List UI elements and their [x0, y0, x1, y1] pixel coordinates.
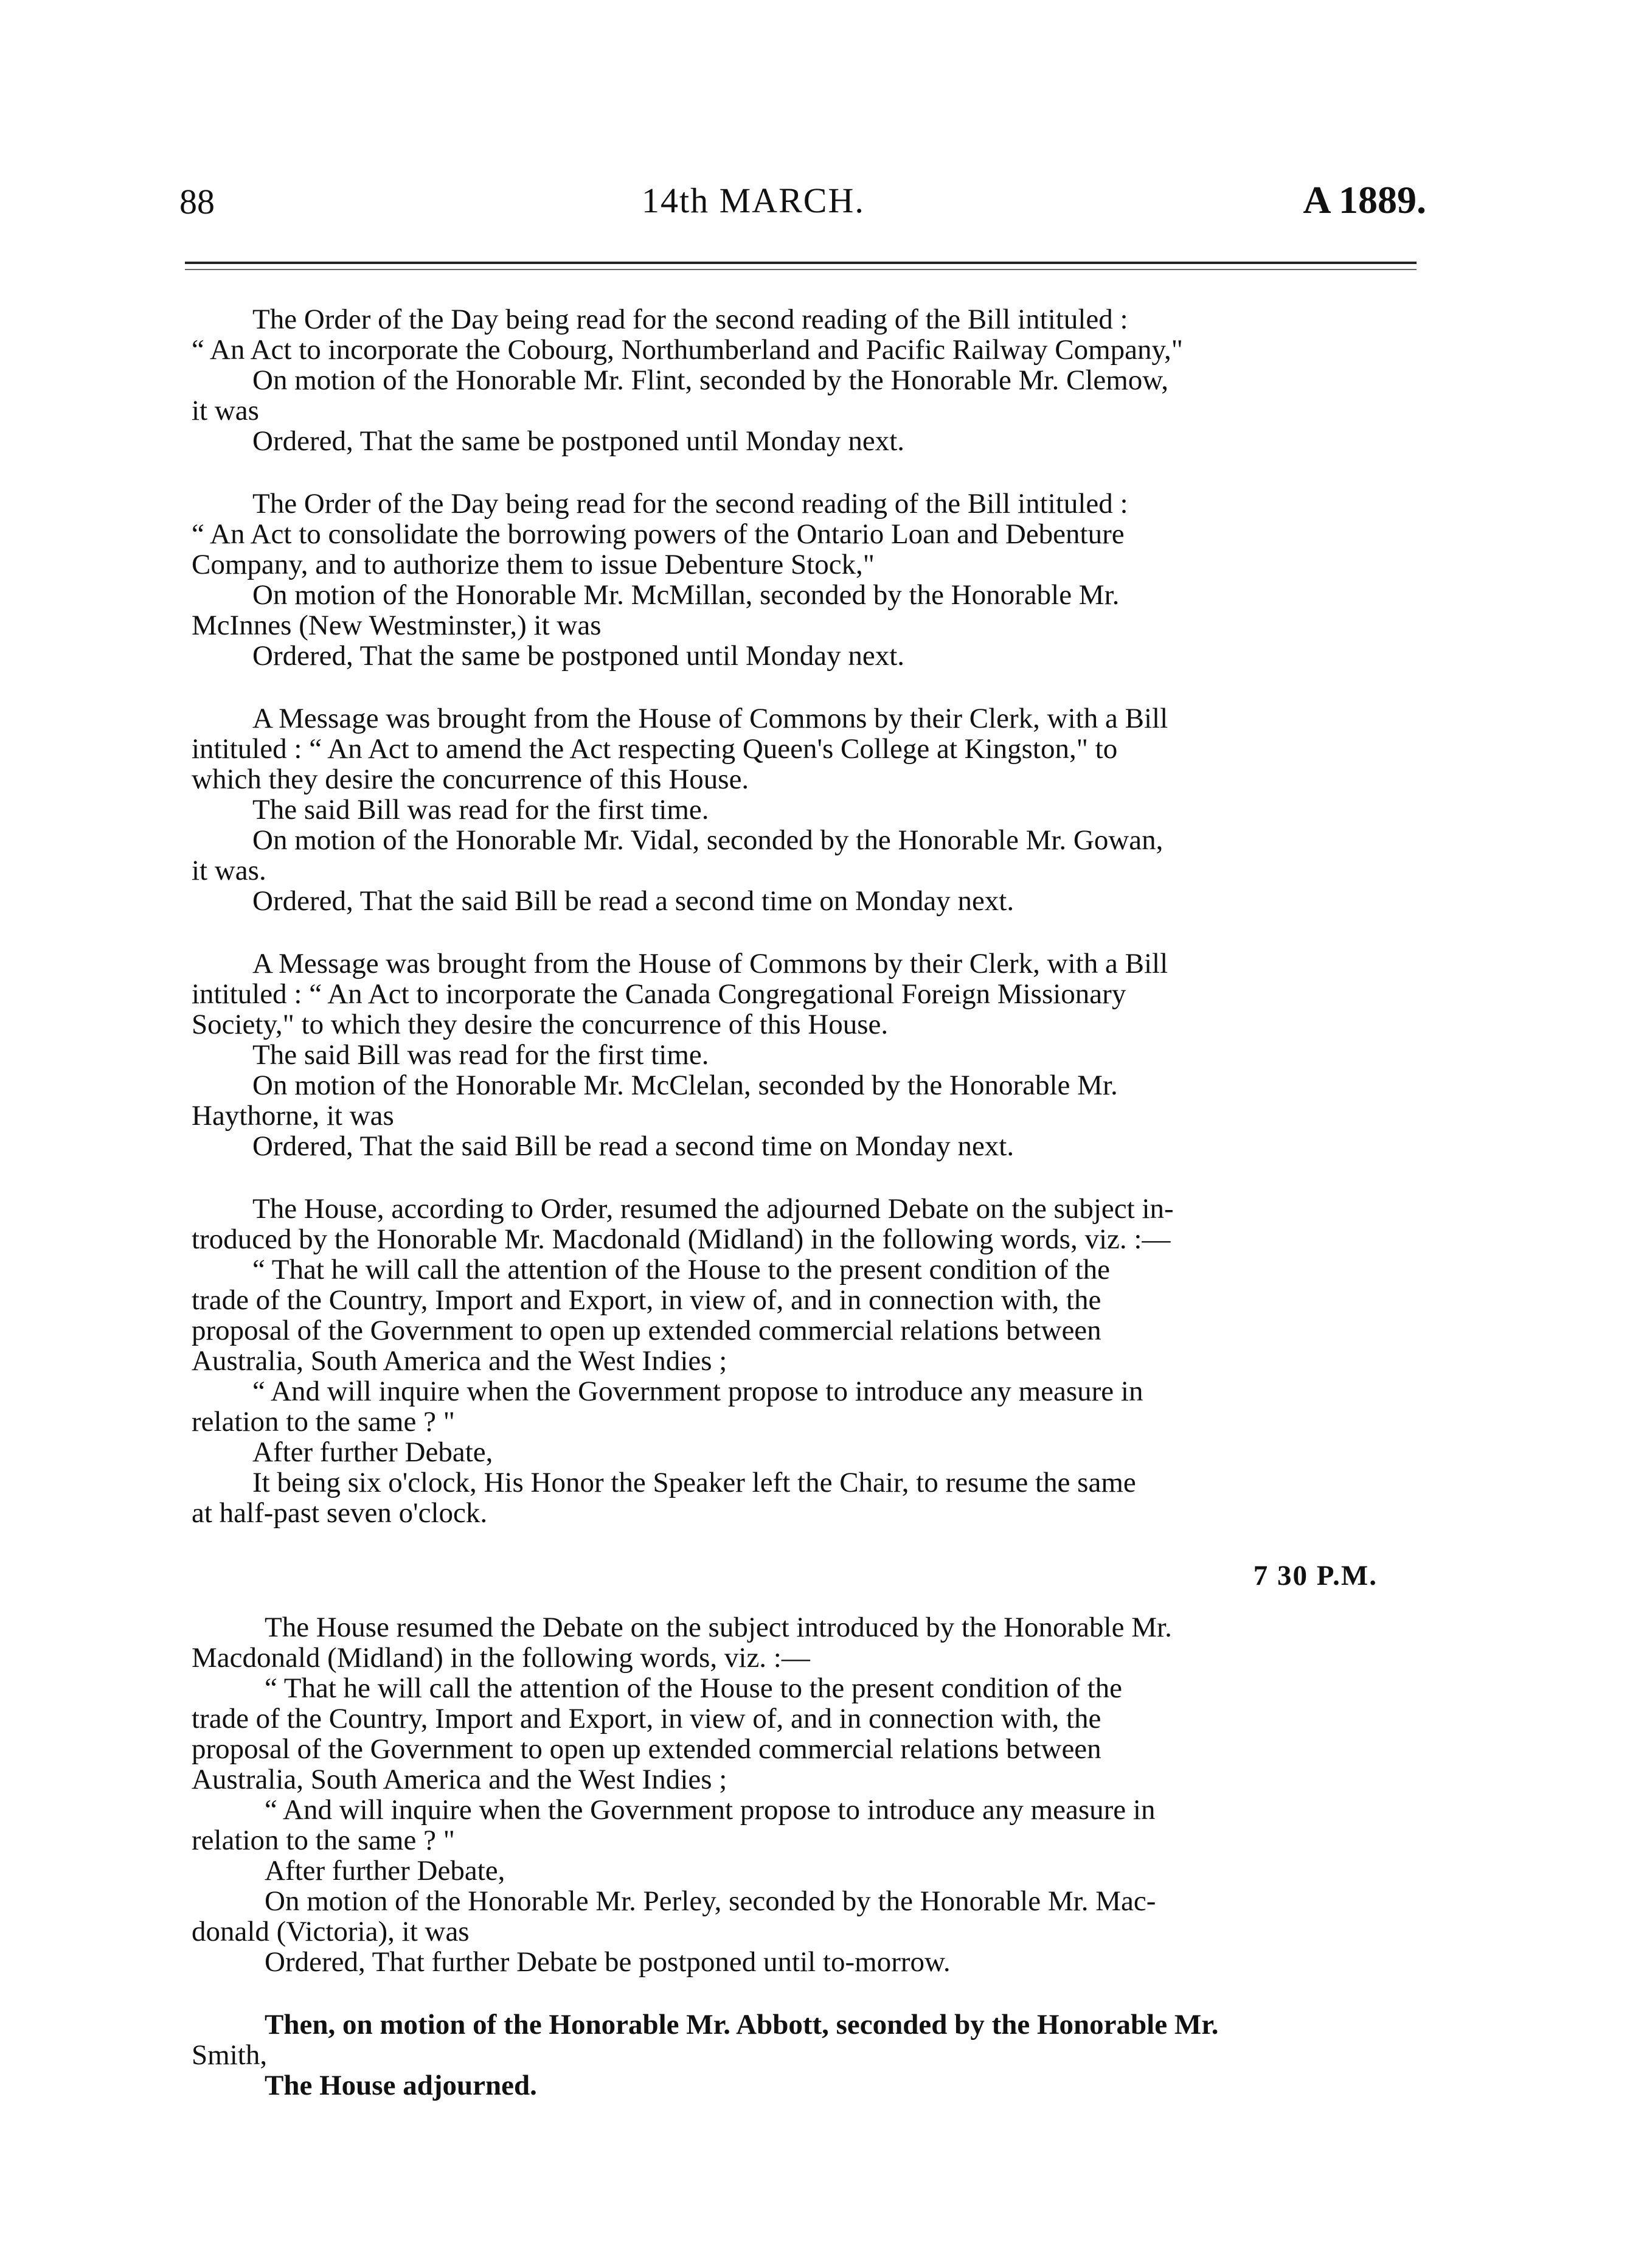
paragraph-line: relation to the same ? " [192, 1406, 455, 1438]
paragraph-line: Ordered, That the same be postponed until Monday next. [252, 640, 905, 672]
paragraph-cobourg-bill [192, 304, 1426, 456]
paragraph-line: intituled : “ An Act to incorporate the Canada Congregational Foreign Missionary [192, 978, 1126, 1010]
paragraph-line: “ And will inquire when the Government propose to introduce any measure in [265, 1794, 1156, 1826]
paragraph-missionary-society-bill [192, 948, 1426, 1161]
paragraph-line: relation to the same ? " [192, 1824, 455, 1856]
header-date: 14th MARCH. [642, 181, 865, 220]
paragraph-line: The House adjourned. [265, 2070, 537, 2101]
paragraph-line: The House, according to Order, resumed the adjourned Debate on the subject in- [252, 1193, 1174, 1225]
paragraph-line: Ordered, That the said Bill be read a second time on Monday next. [252, 1130, 1014, 1162]
paragraph-line: On motion of the Honorable Mr. Vidal, seconded by the Honorable Mr. Gowan, [252, 824, 1164, 856]
paragraph-line: On motion of the Honorable Mr. McClelan, seconded by the Honorable Mr. [252, 1070, 1118, 1101]
header-rule [185, 262, 1417, 264]
journal-text [192, 304, 1426, 2133]
paragraph-line: The said Bill was read for the first time. [252, 794, 709, 826]
paragraph-line: On motion of the Honorable Mr. Perley, seconded by the Honorable Mr. Mac- [265, 1885, 1156, 1917]
paragraph-line: Ordered, That the said Bill be read a second time on Monday next. [252, 885, 1014, 917]
paragraph-line: it was. [192, 855, 266, 886]
paragraph-resumed-debate [192, 1612, 1426, 1977]
paragraph-line: Company, and to authorize them to issue Debenture Stock," [192, 549, 875, 580]
paragraph-line: The said Bill was read for the first time. [252, 1039, 709, 1071]
paragraph-line: “ An Act to consolidate the borrowing powers of the Ontario Loan and Debenture [192, 518, 1125, 550]
paragraph-line: The Order of the Day being read for the second reading of the Bill intituled : [252, 488, 1128, 520]
paragraph-line: It being six o'clock, His Honor the Speaker left the Chair, to resume the same [252, 1467, 1136, 1498]
paragraph-ontario-loan-bill [192, 489, 1426, 671]
paragraph-line: Society," to which they desire the concurrence of this House. [192, 1009, 889, 1040]
paragraph-line: Ordered, That further Debate be postponed until to-morrow. [265, 1946, 951, 1978]
paragraph-line: trade of the Country, Import and Export, in view of, and in connection with, the [192, 1284, 1101, 1316]
paragraph-line: After further Debate, [252, 1436, 493, 1468]
paragraph-line: trade of the Country, Import and Export, in view of, and in connection with, the [192, 1703, 1101, 1734]
paragraph-line: proposal of the Government to open up extended commercial relations between [192, 1315, 1101, 1346]
paragraph-line: donald (Victoria), it was [192, 1916, 470, 1947]
paragraph-line: Ordered, That the same be postponed until Monday next. [252, 425, 905, 457]
time-marker: 7 30 P.M. [1253, 1560, 1378, 1591]
paragraph-line: Smith, [192, 2039, 268, 2071]
header-year: A 1889. [1303, 178, 1426, 221]
page-header [179, 173, 1426, 246]
paragraph-line: “ And will inquire when the Government propose to introduce any measure in [252, 1376, 1143, 1407]
paragraph-line: it was [192, 395, 259, 426]
paragraph-line: “ That he will call the attention of the House to the present condition of the [252, 1254, 1111, 1285]
paragraph-line: which they desire the concurrence of this House. [192, 764, 749, 795]
paragraph-line: Australia, South America and the West Indies ; [192, 1345, 727, 1377]
paragraph-line: troduced by the Honorable Mr. Macdonald (Midland) in the following words, viz. :— [192, 1223, 1171, 1255]
paragraph-line: at half-past seven o'clock. [192, 1497, 488, 1529]
paragraph-line: On motion of the Honorable Mr. McMillan, seconded by the Honorable Mr. [252, 579, 1120, 611]
paragraph-line: The Order of the Day being read for the second reading of the Bill intituled : [252, 304, 1128, 335]
paragraph-line: Australia, South America and the West Indies ; [192, 1764, 727, 1795]
paragraph-adjourned-debate [192, 1194, 1426, 1528]
paragraph-line: proposal of the Government to open up extended commercial relations between [192, 1733, 1101, 1765]
paragraph-line: A Message was brought from the House of Commons by their Clerk, with a Bill [252, 703, 1168, 734]
page-number: 88 [179, 182, 215, 221]
paragraph-line: “ An Act to incorporate the Cobourg, Northumberland and Pacific Railway Company," [192, 334, 1183, 366]
paragraph-line: intituled : “ An Act to amend the Act respecting Queen's College at Kingston," to [192, 733, 1118, 765]
paragraph-line: McInnes (New Westminster,) it was [192, 610, 602, 641]
paragraph-line: The House resumed the Debate on the subject introduced by the Honorable Mr. [265, 1612, 1172, 1643]
paragraph-line: Haythorne, it was [192, 1100, 394, 1132]
header-rule-thin [185, 269, 1417, 270]
paragraph-line: On motion of the Honorable Mr. Flint, seconded by the Honorable Mr. Clemow, [252, 364, 1168, 396]
paragraph-line: Then, on motion of the Honorable Mr. Abbott, seconded by the Honorable Mr. [265, 2009, 1219, 2040]
paragraph-line: Macdonald (Midland) in the following words, viz. :— [192, 1642, 810, 1674]
paragraph-adjournment [192, 2009, 1426, 2101]
paragraph-line: “ That he will call the attention of the House to the present condition of the [265, 1672, 1123, 1704]
paragraph-line: A Message was brought from the House of Commons by their Clerk, with a Bill [252, 948, 1168, 979]
paragraph-queens-college-bill [192, 703, 1426, 916]
paragraph-line: After further Debate, [265, 1855, 505, 1887]
